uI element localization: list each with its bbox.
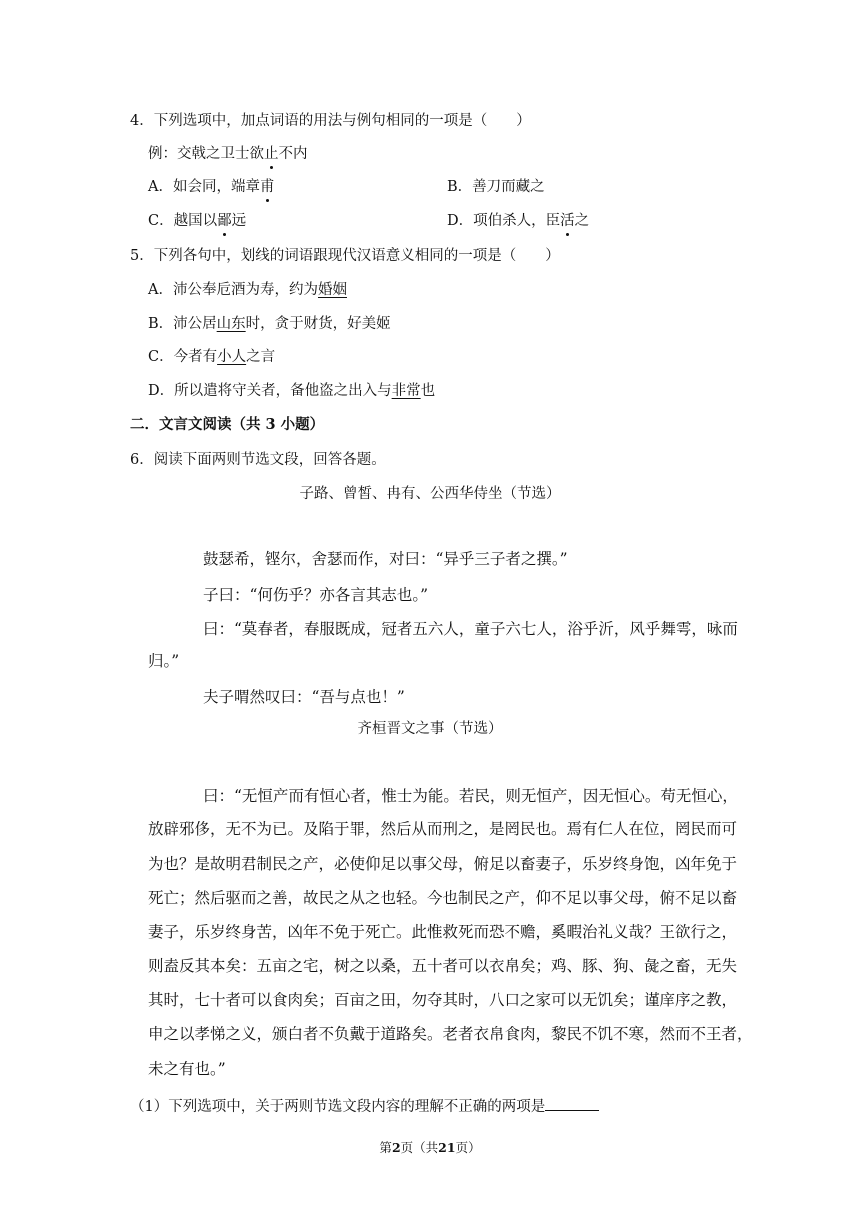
underlined-term: 婚姻 (317, 282, 347, 298)
passage2-line: 申之以孝悌之义，颁白者不负戴于道路矣。老者衣帛食肉，黎民不饥不寒，然而不王者， (148, 1025, 753, 1043)
passage2-line: 则盍反其本矣：五亩之宅，树之以桑，五十者可以衣帛矣；鸡、豚、狗、彘之畜，无失 (148, 957, 738, 975)
passage2-line: 妻子，乐岁终身苦，凶年不免于死亡。此惟救死而恐不赡，奚暇治礼义哉？王欲行之， (148, 923, 738, 941)
q5-option-c: C．今者有小人之言 (148, 349, 276, 365)
q4-example: 例：交戟之卫士欲止不内 (148, 146, 308, 162)
passage1-line: 曰：“莫春者，春服既成，冠者五六人，童子六七人，浴乎沂，风乎舞雩，咏而 (203, 620, 738, 638)
passage2-line: 死亡；然后驱而之善，故民之从之也轻。今也制民之产，仰不足以事父母，俯不足以畜 (148, 889, 738, 907)
passage2-line: 放辟邪侈，无不为已。及陷于罪，然后从而刑之，是罔民也。焉有仁人在位，罔民而可 (148, 820, 738, 838)
underlined-term: 非常 (391, 383, 421, 399)
q5-option-b: B．沛公居山东时，贪于财货，好美姬 (148, 316, 391, 332)
passage2-title: 齐桓晋文之事（节选） (357, 721, 503, 737)
emphasis-dot-char: 甫 (259, 179, 275, 195)
passage1-line: 鼓瑟希，铿尔，舍瑟而作，对曰：“异乎三子者之撰。” (203, 550, 568, 568)
answer-blank[interactable] (545, 1094, 599, 1111)
q4-option-a: A．如会同，端章甫 (148, 179, 275, 195)
q4-option-d: D．项伯杀人，臣活之 (447, 213, 590, 229)
q4-option-c: C．越国以鄙远 (148, 213, 247, 229)
page-total: 21 (438, 1140, 456, 1155)
emphasis-dot-char: 止 (264, 146, 279, 162)
page-number: 2 (391, 1140, 401, 1155)
passage1-line: 子曰：“何伤乎？亦各言其志也。” (203, 586, 429, 604)
q5-option-d: D．所以遣将守关者，备他盗之出入与非常也 (148, 383, 436, 399)
q4-stem: 4．下列选项中，加点词语的用法与例句相同的一项是（ ） (130, 113, 531, 129)
underlined-term: 小人 (217, 349, 247, 365)
page-footer: 第2页（共21页） (379, 1140, 481, 1155)
q5-option-a: A．沛公奉卮酒为寿，约为婚姻 (148, 282, 347, 298)
passage1-title: 子路、曾皙、冉有、公西华侍坐（节选） (299, 486, 561, 502)
passage2-line: 为也？是故明君制民之产，必使仰足以事父母，俯足以畜妻子，乐岁终身饱，凶年免于 (148, 855, 738, 873)
q6-subquestion-1: （1）下列选项中，关于两则节选文段内容的理解不正确的两项是 (130, 1094, 599, 1117)
underlined-term: 山东 (216, 316, 246, 332)
passage1-line: 归。” (148, 652, 180, 670)
passage2-line: 未之有也。” (148, 1060, 226, 1078)
q6-stem: 6．阅读下面两则节选文段，回答各题。 (130, 452, 386, 468)
section-heading: 二．文言文阅读（共 3 小题） (130, 416, 325, 433)
q4-option-b: B．善刀而藏之 (447, 179, 545, 195)
emphasis-dot-char: 活 (560, 213, 575, 229)
emphasis-dot-char: 鄙 (217, 213, 232, 229)
passage2-line: 其时，七十者可以食肉矣；百亩之田，勿夺其时，八口之家可以无饥矣；谨庠序之教， (148, 991, 738, 1009)
passage2-line: 曰：“无恒产而有恒心者，惟士为能。若民，则无恒产，因无恒心。苟无恒心， (203, 787, 738, 805)
passage1-line: 夫子喟然叹曰：“吾与点也！” (203, 688, 405, 706)
q5-stem: 5．下列各句中，划线的词语跟现代汉语意义相同的一项是（ ） (130, 248, 560, 264)
